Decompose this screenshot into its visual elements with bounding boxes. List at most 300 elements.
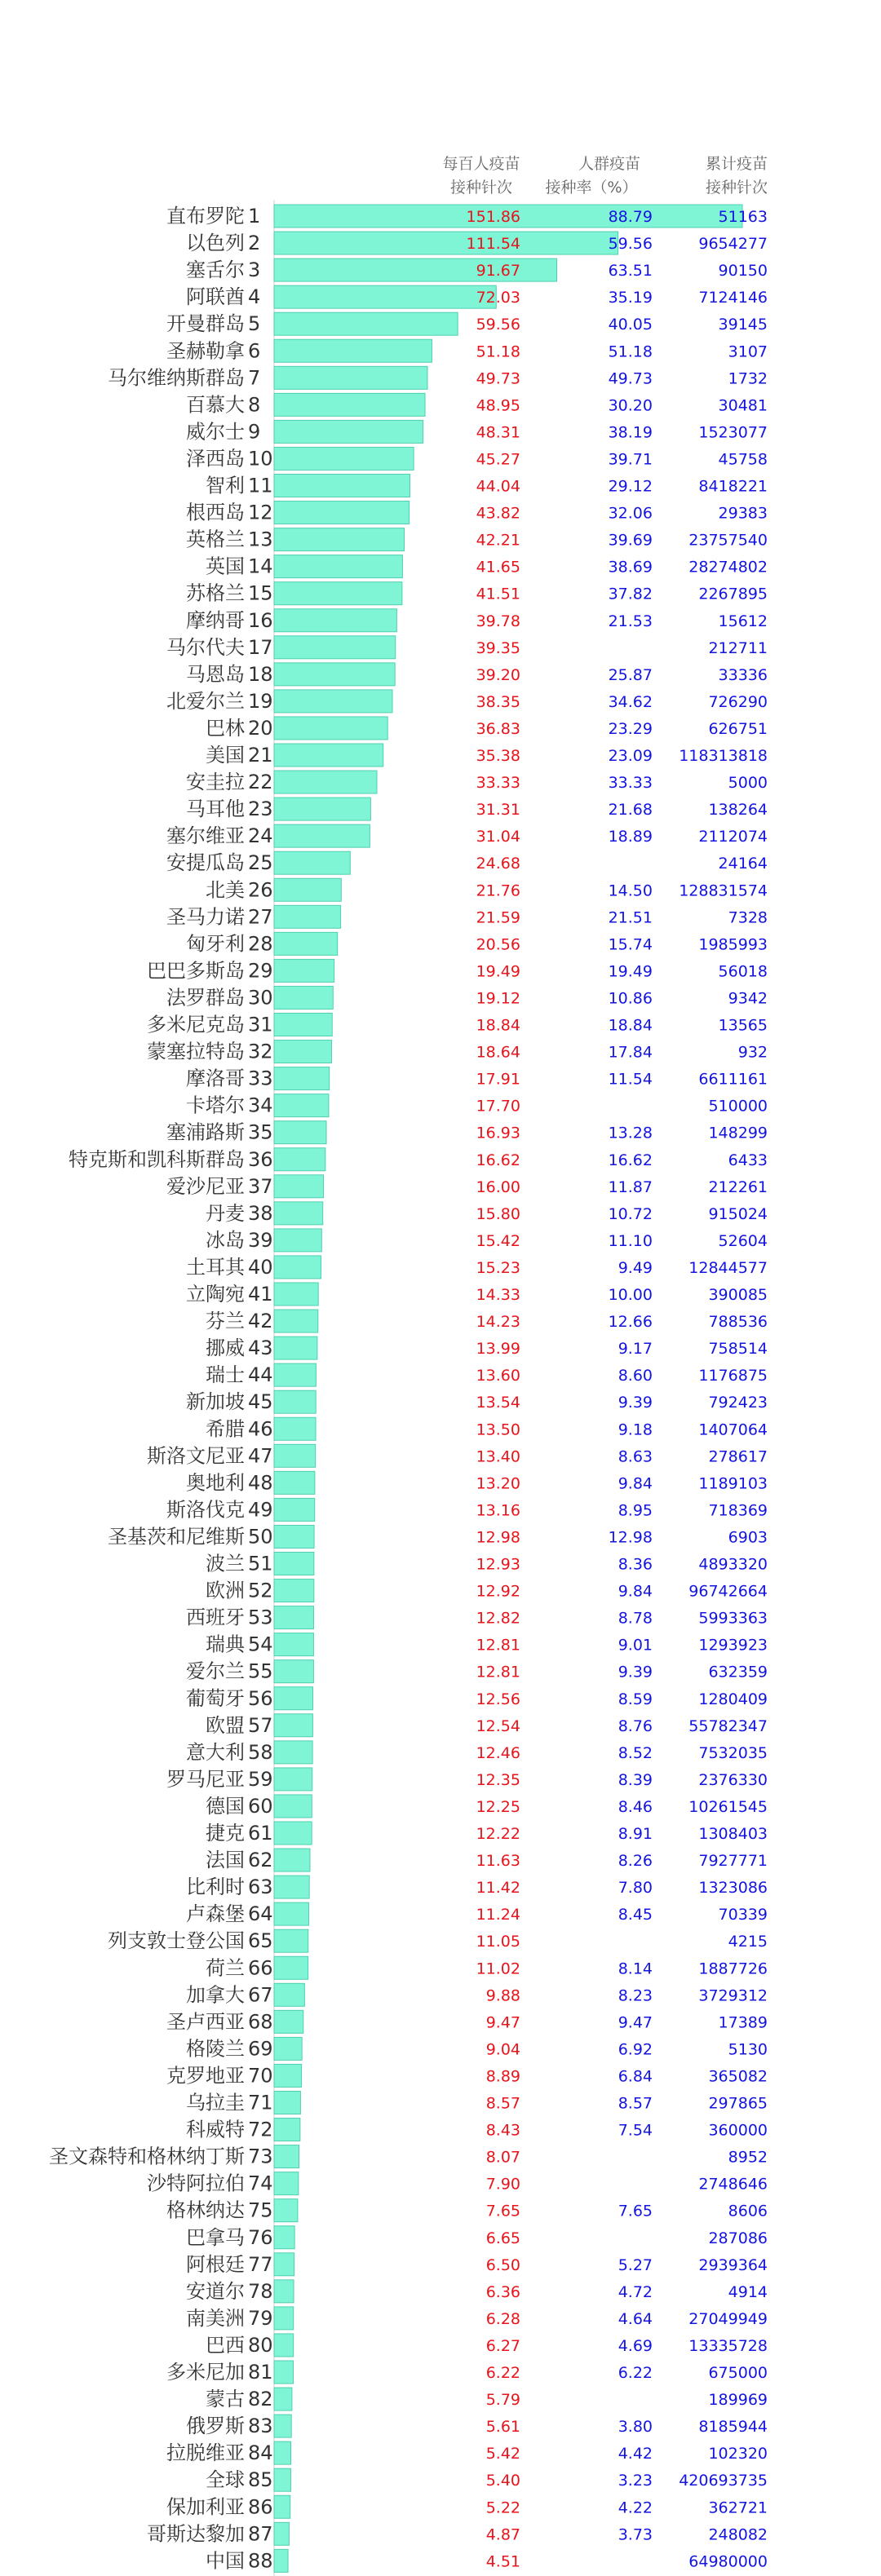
bar <box>274 2226 294 2249</box>
row-rank: 14 <box>248 555 273 578</box>
total-value: 8952 <box>728 2148 768 2167</box>
bar <box>274 528 405 551</box>
rate-value: 6.84 <box>618 2067 653 2086</box>
rate-value: 5.27 <box>618 2256 653 2274</box>
row-name: 智利 <box>206 474 245 497</box>
row-rank: 31 <box>248 1013 273 1036</box>
row-name: 列支敦士登公国 <box>108 1929 245 1953</box>
total-value: 365082 <box>708 2067 768 2086</box>
rate-value: 30.20 <box>608 396 653 415</box>
row-name: 直布罗陀 <box>166 205 245 228</box>
bar <box>274 986 333 1009</box>
total-value: 9654277 <box>698 235 768 254</box>
bar <box>274 555 402 578</box>
row-name: 南美洲 <box>186 2306 245 2330</box>
bar <box>274 232 618 254</box>
row-rank: 65 <box>248 1929 273 1953</box>
bar <box>274 1795 312 1818</box>
rate-value: 8.46 <box>618 1797 653 1816</box>
bar <box>274 1148 325 1171</box>
row-rank: 30 <box>248 986 273 1010</box>
row-name: 多米尼加 <box>166 2361 245 2384</box>
row-name: 乌拉圭 <box>186 2091 245 2114</box>
bar <box>274 2415 291 2437</box>
row-rank: 80 <box>248 2333 273 2357</box>
per100-value: 13.40 <box>476 1447 520 1466</box>
row-rank: 49 <box>248 1498 273 1522</box>
row-rank: 7 <box>248 366 261 390</box>
row-rank: 36 <box>248 1147 273 1171</box>
row-name: 冰岛 <box>206 1228 245 1252</box>
per100-value: 12.81 <box>476 1663 520 1681</box>
rate-value: 23.09 <box>608 747 653 765</box>
per100-value: 59.56 <box>476 316 520 334</box>
per100-value: 8.07 <box>485 2148 520 2167</box>
row-rank: 4 <box>248 285 261 309</box>
row-name: 欧盟 <box>206 1713 245 1737</box>
rate-value: 8.26 <box>618 1852 653 1871</box>
per100-value: 49.73 <box>476 369 520 388</box>
bar <box>274 312 458 335</box>
total-value: 1280409 <box>698 1690 768 1708</box>
total-value: 1985993 <box>698 935 768 954</box>
per100-value: 5.40 <box>485 2472 520 2490</box>
bar <box>274 2441 290 2464</box>
bar <box>274 1983 304 2006</box>
row-name: 罗马尼亚 <box>166 1767 245 1791</box>
bar <box>274 2037 302 2060</box>
bar <box>274 1687 312 1710</box>
rate-value: 3.23 <box>618 2472 653 2490</box>
total-value: 51163 <box>718 208 768 226</box>
row-rank: 83 <box>248 2415 273 2438</box>
bar <box>274 285 496 308</box>
per100-value: 4.51 <box>485 2552 520 2571</box>
row-rank: 9 <box>248 420 261 444</box>
rate-value: 11.54 <box>608 1070 653 1089</box>
bar <box>274 1229 321 1252</box>
per100-value: 17.70 <box>476 1097 520 1116</box>
total-value: 2112074 <box>698 828 768 846</box>
row-rank: 16 <box>248 608 273 632</box>
rate-value: 39.69 <box>608 531 653 550</box>
bar <box>274 2145 299 2168</box>
per100-value: 6.65 <box>485 2229 520 2247</box>
row-name: 圣马力诺 <box>166 905 245 929</box>
row-rank: 61 <box>248 1822 273 1845</box>
row-rank: 84 <box>248 2441 273 2465</box>
total-value: 138264 <box>708 801 768 820</box>
row-rank: 45 <box>248 1390 273 1414</box>
rate-value: 9.17 <box>618 1340 653 1359</box>
total-value: 189969 <box>708 2391 768 2410</box>
per100-value: 39.35 <box>476 638 520 657</box>
per100-value: 16.93 <box>476 1124 520 1142</box>
rate-value: 9.47 <box>618 2013 653 2032</box>
bar <box>274 2199 298 2222</box>
rate-value: 33.33 <box>608 774 653 793</box>
row-rank: 3 <box>248 258 261 282</box>
total-value: 8185944 <box>698 2418 768 2437</box>
row-name: 保加利亚 <box>166 2495 245 2519</box>
rate-value: 9.39 <box>618 1394 653 1412</box>
row-rank: 26 <box>248 878 273 902</box>
row-rank: 41 <box>248 1283 273 1306</box>
total-value: 632359 <box>708 1663 768 1681</box>
row-rank: 52 <box>248 1579 273 1602</box>
bar <box>274 1444 316 1467</box>
bar <box>274 2361 294 2384</box>
total-value: 17389 <box>718 2013 768 2032</box>
row-rank: 11 <box>248 474 273 497</box>
rate-value: 9.49 <box>618 1258 653 1277</box>
row-rank: 5 <box>248 312 261 336</box>
rate-value: 8.60 <box>618 1367 653 1385</box>
row-name: 克罗地亚 <box>166 2064 245 2088</box>
bar <box>274 1067 330 1090</box>
row-rank: 28 <box>248 932 273 956</box>
per100-value: 48.95 <box>476 396 520 415</box>
row-rank: 86 <box>248 2495 273 2519</box>
bar <box>274 1741 312 1764</box>
header-total-line2: 接种针次 <box>705 179 768 197</box>
row-rank: 23 <box>248 798 273 821</box>
rate-value: 38.19 <box>608 423 653 442</box>
total-value: 726290 <box>708 692 768 711</box>
rate-value: 35.19 <box>608 289 653 307</box>
total-value: 12844577 <box>688 1258 768 1277</box>
row-rank: 20 <box>248 716 273 740</box>
row-name: 捷克 <box>206 1822 245 1845</box>
rate-value: 6.22 <box>618 2364 653 2382</box>
rate-value: 40.05 <box>608 316 653 334</box>
total-value: 45758 <box>718 450 768 469</box>
row-name: 安提瓜岛 <box>166 851 245 875</box>
rate-value: 38.69 <box>608 558 653 577</box>
bar <box>274 1498 315 1521</box>
total-value: 7532035 <box>698 1743 768 1762</box>
row-name: 立陶宛 <box>186 1283 245 1306</box>
bar <box>274 905 341 928</box>
row-name: 塞尔维亚 <box>166 824 245 848</box>
bar <box>274 1202 323 1225</box>
row-name: 以色列 <box>186 232 245 255</box>
total-value: 2267895 <box>698 585 768 603</box>
bar <box>274 959 334 982</box>
bar <box>274 582 402 605</box>
total-value: 23757540 <box>688 531 768 550</box>
total-value: 4914 <box>728 2282 768 2301</box>
row-name: 新加坡 <box>186 1390 245 1414</box>
rate-value: 8.57 <box>618 2094 653 2113</box>
per100-value: 14.23 <box>476 1313 520 1332</box>
per100-value: 15.23 <box>476 1258 520 1277</box>
row-rank: 58 <box>248 1740 273 1764</box>
per100-value: 21.59 <box>476 908 520 927</box>
rate-value: 17.84 <box>608 1043 653 1062</box>
bar <box>274 798 370 820</box>
bar <box>274 1041 331 1063</box>
per100-value: 44.04 <box>476 477 520 496</box>
rate-value: 25.87 <box>608 665 653 684</box>
per100-value: 5.61 <box>485 2418 520 2437</box>
rate-value: 6.92 <box>618 2040 653 2059</box>
per100-value: 111.54 <box>466 235 520 254</box>
per100-value: 36.83 <box>476 719 520 738</box>
bar <box>274 1525 314 1548</box>
row-rank: 73 <box>248 2145 273 2168</box>
rate-value: 8.95 <box>618 1501 653 1520</box>
total-value: 1523077 <box>698 423 768 442</box>
per100-value: 13.54 <box>476 1394 520 1412</box>
bar <box>274 2307 294 2330</box>
bar <box>274 2388 292 2410</box>
row-name: 格陵兰 <box>186 2037 245 2061</box>
row-name: 巴巴多斯岛 <box>147 959 245 983</box>
row-rank: 37 <box>248 1174 273 1198</box>
rate-value: 11.87 <box>608 1178 653 1196</box>
bar <box>274 1849 310 1871</box>
row-name: 瑞士 <box>206 1363 245 1387</box>
rate-value: 11.10 <box>608 1231 653 1250</box>
row-name: 卢森堡 <box>186 1902 245 1926</box>
rate-value: 14.50 <box>608 881 653 900</box>
rate-value: 12.98 <box>608 1528 653 1547</box>
per100-value: 39.78 <box>476 612 520 630</box>
bar <box>274 420 423 443</box>
row-rank: 77 <box>248 2252 273 2276</box>
per100-value: 11.42 <box>476 1879 520 1898</box>
row-rank: 17 <box>248 635 273 659</box>
row-rank: 74 <box>248 2172 273 2195</box>
row-name: 英格兰 <box>186 528 245 551</box>
per100-value: 38.35 <box>476 692 520 711</box>
rate-value: 7.54 <box>618 2121 653 2140</box>
total-value: 3107 <box>728 342 768 361</box>
bar <box>274 2468 290 2491</box>
rate-value: 8.59 <box>618 1690 653 1708</box>
total-value: 128831574 <box>679 881 768 900</box>
per100-value: 45.27 <box>476 450 520 469</box>
total-value: 6433 <box>728 1151 768 1169</box>
row-name: 美国 <box>206 744 245 767</box>
row-rank: 25 <box>248 851 273 875</box>
per100-value: 7.65 <box>485 2202 520 2220</box>
rate-value: 9.84 <box>618 1582 653 1601</box>
total-value: 1887726 <box>698 1960 768 1978</box>
total-value: 39145 <box>718 316 768 334</box>
total-value: 28274802 <box>688 558 768 577</box>
total-value: 52604 <box>718 1231 768 1250</box>
bar <box>274 1014 332 1036</box>
bar <box>274 609 396 632</box>
row-rank: 19 <box>248 689 273 713</box>
total-value: 7124146 <box>698 289 768 307</box>
row-name: 摩洛哥 <box>186 1067 245 1090</box>
rate-value: 88.79 <box>608 208 653 226</box>
row-rank: 13 <box>248 528 273 551</box>
row-name: 匈牙利 <box>186 932 245 956</box>
row-name: 北爱尔兰 <box>166 689 245 713</box>
rate-value: 8.63 <box>618 1447 653 1466</box>
per100-value: 18.64 <box>476 1043 520 1062</box>
bar <box>274 502 410 524</box>
total-value: 4893320 <box>698 1555 768 1574</box>
row-name: 芬兰 <box>206 1310 245 1333</box>
total-value: 13335728 <box>688 2336 768 2355</box>
total-value: 15612 <box>718 612 768 630</box>
bar <box>274 1283 318 1306</box>
row-name: 马恩岛 <box>186 662 245 686</box>
per100-value: 6.50 <box>485 2256 520 2274</box>
rate-value: 39.71 <box>608 450 653 469</box>
row-name: 威尔士 <box>186 420 245 444</box>
bar <box>274 878 341 901</box>
row-name: 塞舌尔 <box>186 258 245 282</box>
total-value: 13565 <box>718 1016 768 1035</box>
total-value: 1293923 <box>698 1636 768 1655</box>
bar <box>274 1902 308 1925</box>
total-value: 932 <box>737 1043 768 1062</box>
rate-value: 4.72 <box>618 2282 653 2301</box>
rate-value: 21.68 <box>608 801 653 820</box>
bar <box>274 2119 300 2141</box>
total-value: 8606 <box>728 2202 768 2220</box>
rate-value: 7.65 <box>618 2202 653 2220</box>
bar <box>274 2092 300 2114</box>
per100-value: 13.16 <box>476 1501 520 1520</box>
per100-value: 41.51 <box>476 585 520 603</box>
labels-layer <box>49 205 768 2572</box>
total-value: 1732 <box>728 369 768 388</box>
bar <box>274 1714 312 1737</box>
row-name: 德国 <box>206 1794 245 1818</box>
bar <box>274 851 350 874</box>
row-rank: 34 <box>248 1094 273 1117</box>
row-rank: 71 <box>248 2091 273 2114</box>
row-name: 摩纳哥 <box>186 608 245 632</box>
row-name: 马尔维纳斯群岛 <box>108 366 245 390</box>
per100-value: 12.35 <box>476 1770 520 1789</box>
row-rank: 44 <box>248 1363 273 1387</box>
bar <box>274 1633 313 1656</box>
per100-value: 4.87 <box>485 2525 520 2544</box>
row-rank: 57 <box>248 1713 273 1737</box>
bar <box>274 1553 314 1575</box>
row-name: 荷兰 <box>206 1956 245 1980</box>
per100-value: 41.65 <box>476 558 520 577</box>
per100-value: 13.99 <box>476 1340 520 1359</box>
total-value: 718369 <box>708 1501 768 1520</box>
total-value: 55782347 <box>688 1717 768 1735</box>
row-name: 百慕大 <box>186 393 245 417</box>
rate-value: 21.53 <box>608 612 653 630</box>
row-name: 英国 <box>206 555 245 578</box>
rate-value: 16.62 <box>608 1151 653 1169</box>
row-name: 泽西岛 <box>186 447 245 471</box>
row-name: 法罗群岛 <box>166 986 245 1010</box>
total-value: 70339 <box>718 1906 768 1924</box>
per100-value: 9.88 <box>485 1986 520 2005</box>
total-value: 248082 <box>708 2525 768 2544</box>
bar <box>274 932 338 955</box>
header-rate-line1: 人群疫苗 <box>578 155 641 173</box>
rate-value: 12.66 <box>608 1313 653 1332</box>
bar <box>274 2334 294 2357</box>
per100-value: 12.82 <box>476 1609 520 1628</box>
rate-value: 4.22 <box>618 2499 653 2517</box>
row-rank: 67 <box>248 1983 273 2007</box>
total-value: 278617 <box>708 1447 768 1466</box>
row-name: 爱沙尼亚 <box>166 1174 245 1198</box>
rate-value: 10.00 <box>608 1286 653 1304</box>
rate-value: 8.45 <box>618 1906 653 1924</box>
total-value: 118313818 <box>679 747 768 765</box>
row-name: 开曼群岛 <box>166 312 245 336</box>
row-name: 科威特 <box>186 2118 245 2141</box>
row-rank: 40 <box>248 1255 273 1279</box>
total-value: 29383 <box>718 504 768 523</box>
per100-value: 31.31 <box>476 801 520 820</box>
total-value: 1308403 <box>698 1825 768 1843</box>
row-name: 葡萄牙 <box>186 1686 245 1710</box>
row-rank: 15 <box>248 581 273 605</box>
bar <box>274 1417 316 1440</box>
per100-value: 17.91 <box>476 1070 520 1089</box>
per100-value: 5.79 <box>485 2391 520 2410</box>
total-value: 102320 <box>708 2445 768 2463</box>
per100-value: 8.89 <box>485 2067 520 2086</box>
row-name: 卡塔尔 <box>186 1094 245 1117</box>
total-value: 510000 <box>708 1097 768 1116</box>
total-value: 212711 <box>708 638 768 657</box>
total-value: 360000 <box>708 2121 768 2140</box>
row-name: 阿根廷 <box>186 2252 245 2276</box>
row-name: 土耳其 <box>186 1255 245 1279</box>
per100-value: 5.42 <box>485 2445 520 2463</box>
row-name: 圣基茨和尼维斯 <box>108 1525 245 1549</box>
row-name: 巴林 <box>206 716 245 740</box>
row-rank: 82 <box>248 2388 273 2411</box>
total-value: 297865 <box>708 2094 768 2113</box>
row-name: 蒙塞拉特岛 <box>147 1040 245 1063</box>
bar <box>274 475 410 497</box>
row-rank: 68 <box>248 2010 273 2034</box>
rate-value: 21.51 <box>608 908 653 927</box>
column-headers <box>442 155 768 197</box>
bar <box>274 1363 316 1386</box>
row-name: 北美 <box>206 878 245 902</box>
per100-value: 6.36 <box>485 2282 520 2301</box>
total-value: 30481 <box>718 396 768 415</box>
per100-value: 14.33 <box>476 1286 520 1304</box>
rate-value: 37.82 <box>608 585 653 603</box>
per100-value: 11.02 <box>476 1960 520 1978</box>
per100-value: 6.27 <box>485 2336 520 2355</box>
total-value: 2939364 <box>698 2256 768 2274</box>
row-rank: 10 <box>248 447 273 471</box>
row-rank: 48 <box>248 1471 273 1495</box>
bar <box>274 339 432 362</box>
rate-value: 4.69 <box>618 2336 653 2355</box>
rate-value: 51.18 <box>608 342 653 361</box>
rate-value: 63.51 <box>608 262 653 281</box>
row-rank: 87 <box>248 2522 273 2546</box>
bar <box>274 1337 317 1359</box>
row-rank: 56 <box>248 1686 273 1710</box>
row-rank: 38 <box>248 1201 273 1225</box>
per100-value: 16.00 <box>476 1178 520 1196</box>
